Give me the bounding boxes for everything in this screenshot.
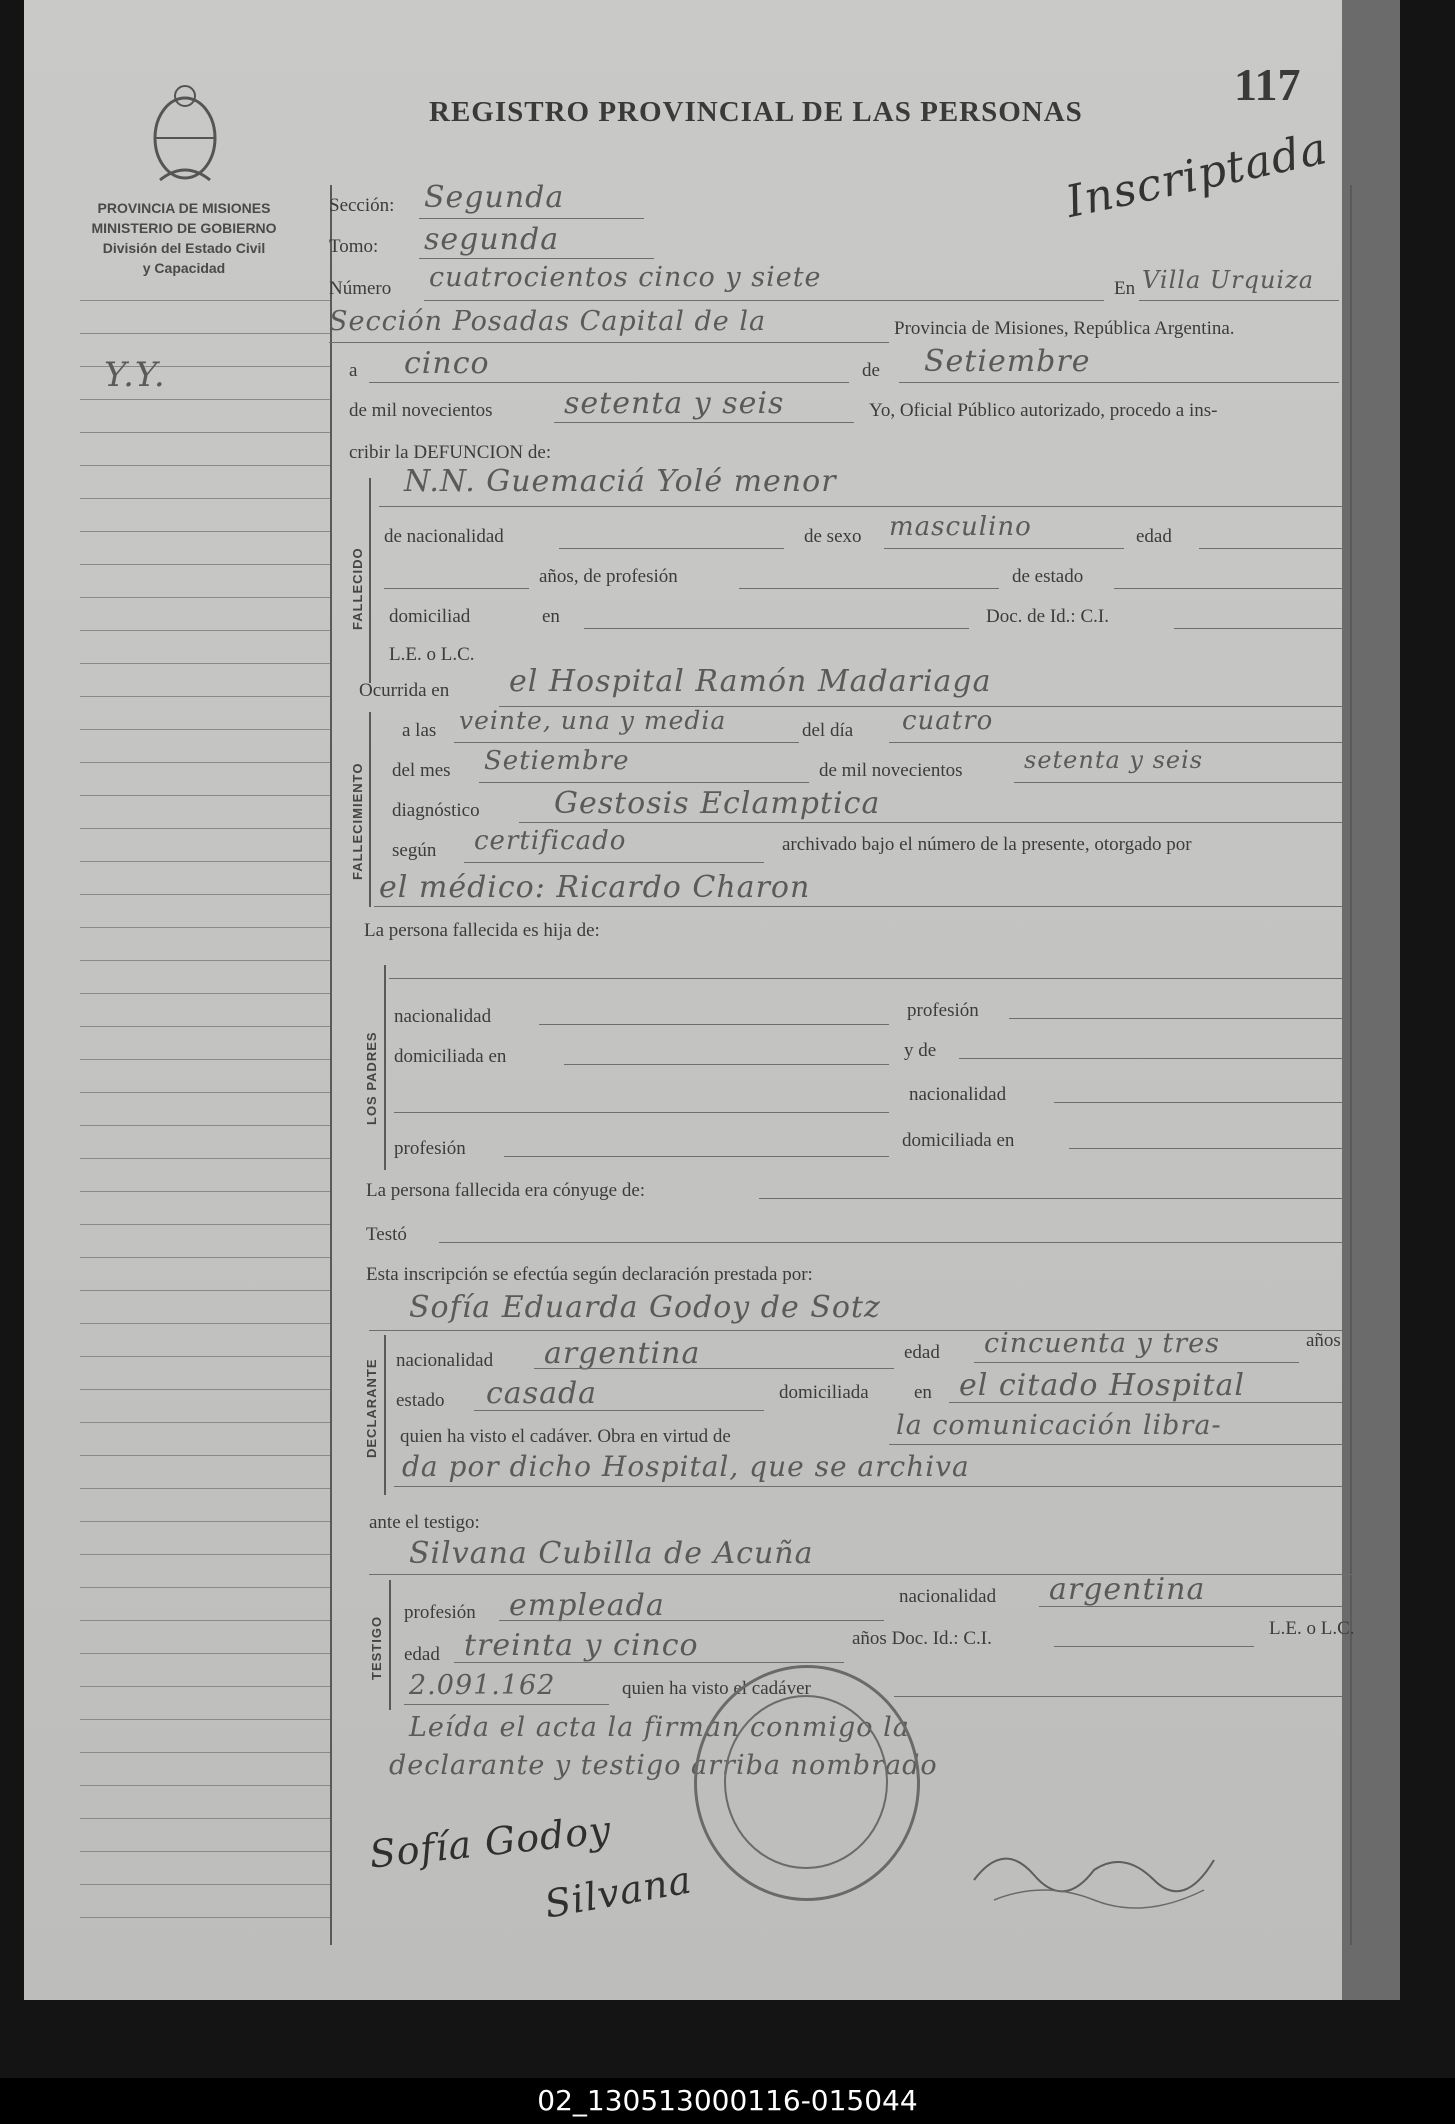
margin-rule [80,597,332,598]
inscriptada-annotation: Inscriptada [1061,122,1332,229]
form-left-border [330,185,332,1945]
de-nacionalidad-label: de nacionalidad [384,526,504,547]
decl-en-label: en [914,1382,932,1403]
diagnostico-value: Gestosis Eclamptica [554,786,881,821]
margin-rule [80,663,332,664]
de-mil2-value: setenta y seis [1024,746,1204,774]
cribir-label: cribir la DEFUNCION de: [349,442,552,463]
folio-number: 117 [1234,59,1301,110]
margin-rule [80,1026,332,1027]
margin-rule [80,729,332,730]
test-quien-label: quien ha visto el cadáver [622,1678,811,1699]
declarante-nombre-value: Sofía Eduarda Godoy de Sotz [409,1290,881,1325]
decl-edad-label: edad [904,1342,940,1363]
register-page [24,0,1400,2000]
margin-rule [80,1158,332,1159]
decl-nacionalidad-label: nacionalidad [396,1350,494,1371]
del-dia-label: del día [802,720,854,741]
del-mes-value: Setiembre [484,746,630,776]
side-header-line2: MINISTERIO DE GOBIERNO [91,220,277,236]
ante-testigo-label: ante el testigo: [369,1512,480,1533]
test-nacionalidad-label: nacionalidad [899,1586,997,1607]
inscripcion-label: Esta inscripción se efectúa según declaración prestada por: [366,1264,813,1285]
section-padres-label: LOS PADRES [364,1031,379,1125]
margin-rule [80,828,332,829]
padre-domiciliada-label: domiciliada en [394,1046,507,1067]
de-estado-label: de estado [1012,566,1084,587]
margin-rule [80,333,332,334]
le-lc-label: L.E. o L.C. [389,644,475,665]
margin-rule [80,1719,332,1720]
margin-rule [80,1488,332,1489]
section-declarante-label: DECLARANTE [364,1358,379,1458]
margin-rule [80,432,332,433]
anos-profesion-label: años, de profesión [539,566,678,587]
numero-value: cuatrocientos cinco y siete [429,262,822,293]
decl-anos-label: años [1306,1330,1341,1351]
a-value: cinco [404,346,490,381]
margin-rule [80,894,332,895]
margin-rule [80,762,332,763]
official-signature [964,1820,1224,1910]
de-sexo-label: de sexo [804,526,862,547]
obra2-value: da por dicho Hospital, que se archiva [402,1450,970,1483]
madre-domiciliada-label: domiciliada en [902,1130,1015,1151]
margin-rule [80,1917,332,1918]
test-ci-value: 2.091.162 [409,1670,556,1701]
en-label: En [1114,278,1136,299]
margin-rule [80,1620,332,1621]
section-fallecido-label: FALLECIDO [350,547,365,630]
margin-rule [80,1059,332,1060]
madre-nacionalidad-label: nacionalidad [909,1084,1007,1105]
conyuge-label: La persona fallecida era cónyuge de: [366,1180,646,1201]
hija-de-label: La persona fallecida es hija de: [364,920,600,941]
declarante-signature: Sofía Godoy [367,1807,614,1877]
de-mil-value: setenta y seis [564,386,785,421]
domiciliad-label: domiciliad [389,606,471,627]
y-de-label: y de [904,1040,937,1061]
margin-rule [80,1389,332,1390]
margin-rule [80,1653,332,1654]
tomo-label: Tomo: [329,236,379,257]
test-le-lc-label: L.E. o L.C. [1269,1618,1355,1639]
margin-rule [80,1785,332,1786]
side-header-line4: y Capacidad [142,260,226,276]
tomo-value: segunda [424,222,560,257]
decl-edad-value: cincuenta y tres [984,1328,1220,1359]
margin-rule [80,1884,332,1885]
margin-note: Y.Y. [104,355,166,395]
de-value: Setiembre [924,344,1091,379]
coat-of-arms-icon [140,80,230,190]
margin-rule [80,1323,332,1324]
margin-rule [80,1356,332,1357]
testigo-nombre-value: Silvana Cubilla de Acuña [409,1536,814,1571]
margin-rule [80,1455,332,1456]
a-label: a [349,360,358,381]
decl-domicilio-value: el citado Hospital [959,1368,1245,1403]
margin-rule [80,1290,332,1291]
form-right-border [1350,185,1352,1945]
margin-rule [80,1587,332,1588]
a-las-value: veinte, una y media [459,706,727,735]
test-edad-value: treinta y cinco [464,1628,699,1663]
ocurrida-value: el Hospital Ramón Madariaga [509,664,992,699]
margin-rule [80,795,332,796]
margin-rule [80,399,332,400]
decl-estado-value: casada [486,1376,598,1411]
margin-rule [80,498,332,499]
margin-rule [80,1851,332,1852]
decl-nacionalidad-value: argentina [544,1336,701,1371]
testo-label: Testó [366,1224,407,1245]
margin-rule [80,1422,332,1423]
test-nacionalidad-value: argentina [1049,1572,1206,1607]
ocurrida-label: Ocurrida en [359,680,450,701]
section-testigo-label: TESTIGO [369,1615,384,1680]
margin-rule [80,630,332,631]
seccion-label: Sección: [329,195,395,216]
doc-id-label: Doc. de Id.: C.I. [986,606,1109,627]
del-mes-label: del mes [392,760,451,781]
yo-label: Yo, Oficial Público autorizado, procedo a ins- [869,400,1218,421]
margin-rule [80,564,332,565]
margin-rule [80,960,332,961]
margin-rule [80,1257,332,1258]
margin-rule [80,1125,332,1126]
test-edad-label: edad [404,1644,440,1665]
margin-rule [80,696,332,697]
medico-value: el médico: Ricardo Charon [379,870,811,905]
official-seal-inner [724,1695,888,1869]
margin-rule [80,1224,332,1225]
decl-estado-label: estado [396,1390,445,1411]
archivado-label: archivado bajo el número de la presente, otorgado por [782,834,1192,855]
domicilio-en-label: en [542,606,560,627]
del-dia-value: cuatro [902,706,994,736]
page-title: REGISTRO PROVINCIAL DE LAS PERSONAS [429,96,1083,128]
margin-rule [80,300,332,301]
test-profesion-value: empleada [509,1588,665,1623]
side-header-line1: PROVINCIA DE MISIONES [97,200,271,216]
segun-value: certificado [474,826,627,856]
de-label: de [862,360,880,381]
side-header-line3: División del Estado Civil [102,240,266,256]
quien-ha-visto-label: quien ha visto el cadáver. Obra en virtud de [400,1426,731,1447]
edad-label: edad [1136,526,1172,547]
a-las-label: a las [402,720,437,741]
padre-profesion-label: profesión [907,1000,979,1021]
padre-nacionalidad-label: nacionalidad [394,1006,492,1027]
seccion-value: Segunda [424,180,565,215]
decl-domiciliada-label: domiciliada [779,1382,869,1403]
test-anos-doc-label: años Doc. Id.: C.I. [852,1628,992,1649]
cierre1-value: Leída el acta la firman conmigo la [409,1712,910,1743]
margin-rule [80,1752,332,1753]
side-header [54,198,314,278]
cierre2-value: declarante y testigo arriba nombrado [389,1750,938,1781]
section-fallecimiento-label: FALLECIMIENTO [350,762,365,880]
image-caption: 02_130513000116-015044 [0,2078,1455,2124]
de-mil2-label: de mil novecientos [819,760,963,781]
diagnostico-label: diagnóstico [392,800,480,821]
margin-rule [80,1521,332,1522]
nombre-value: N.N. Guemaciá Yolé menor [404,464,837,499]
en-value: Villa Urquiza [1142,266,1315,294]
madre-profesion-label: profesión [394,1138,466,1159]
obra-value: la comunicación libra- [896,1410,1222,1441]
sexo-value: masculino [889,512,1032,542]
margin-rule [80,1818,332,1819]
margin-rule [80,1554,332,1555]
numero-label: Número [329,278,392,299]
test-profesion-label: profesión [404,1602,476,1623]
seccion-capital-value: Sección Posadas Capital de la [329,306,767,337]
margin-rule [80,1191,332,1192]
de-mil-label: de mil novecientos [349,400,493,421]
margin-rule [80,1092,332,1093]
margin-rule [80,927,332,928]
margin-rule [80,531,332,532]
margin-rule [80,1686,332,1687]
margin-rule [80,465,332,466]
margin-rule [80,993,332,994]
margin-rule [80,861,332,862]
provincia-label: Provincia de Misiones, República Argentina. [894,318,1235,339]
segun-label: según [392,840,437,861]
testigo-signature: Silvana [541,1857,696,1927]
